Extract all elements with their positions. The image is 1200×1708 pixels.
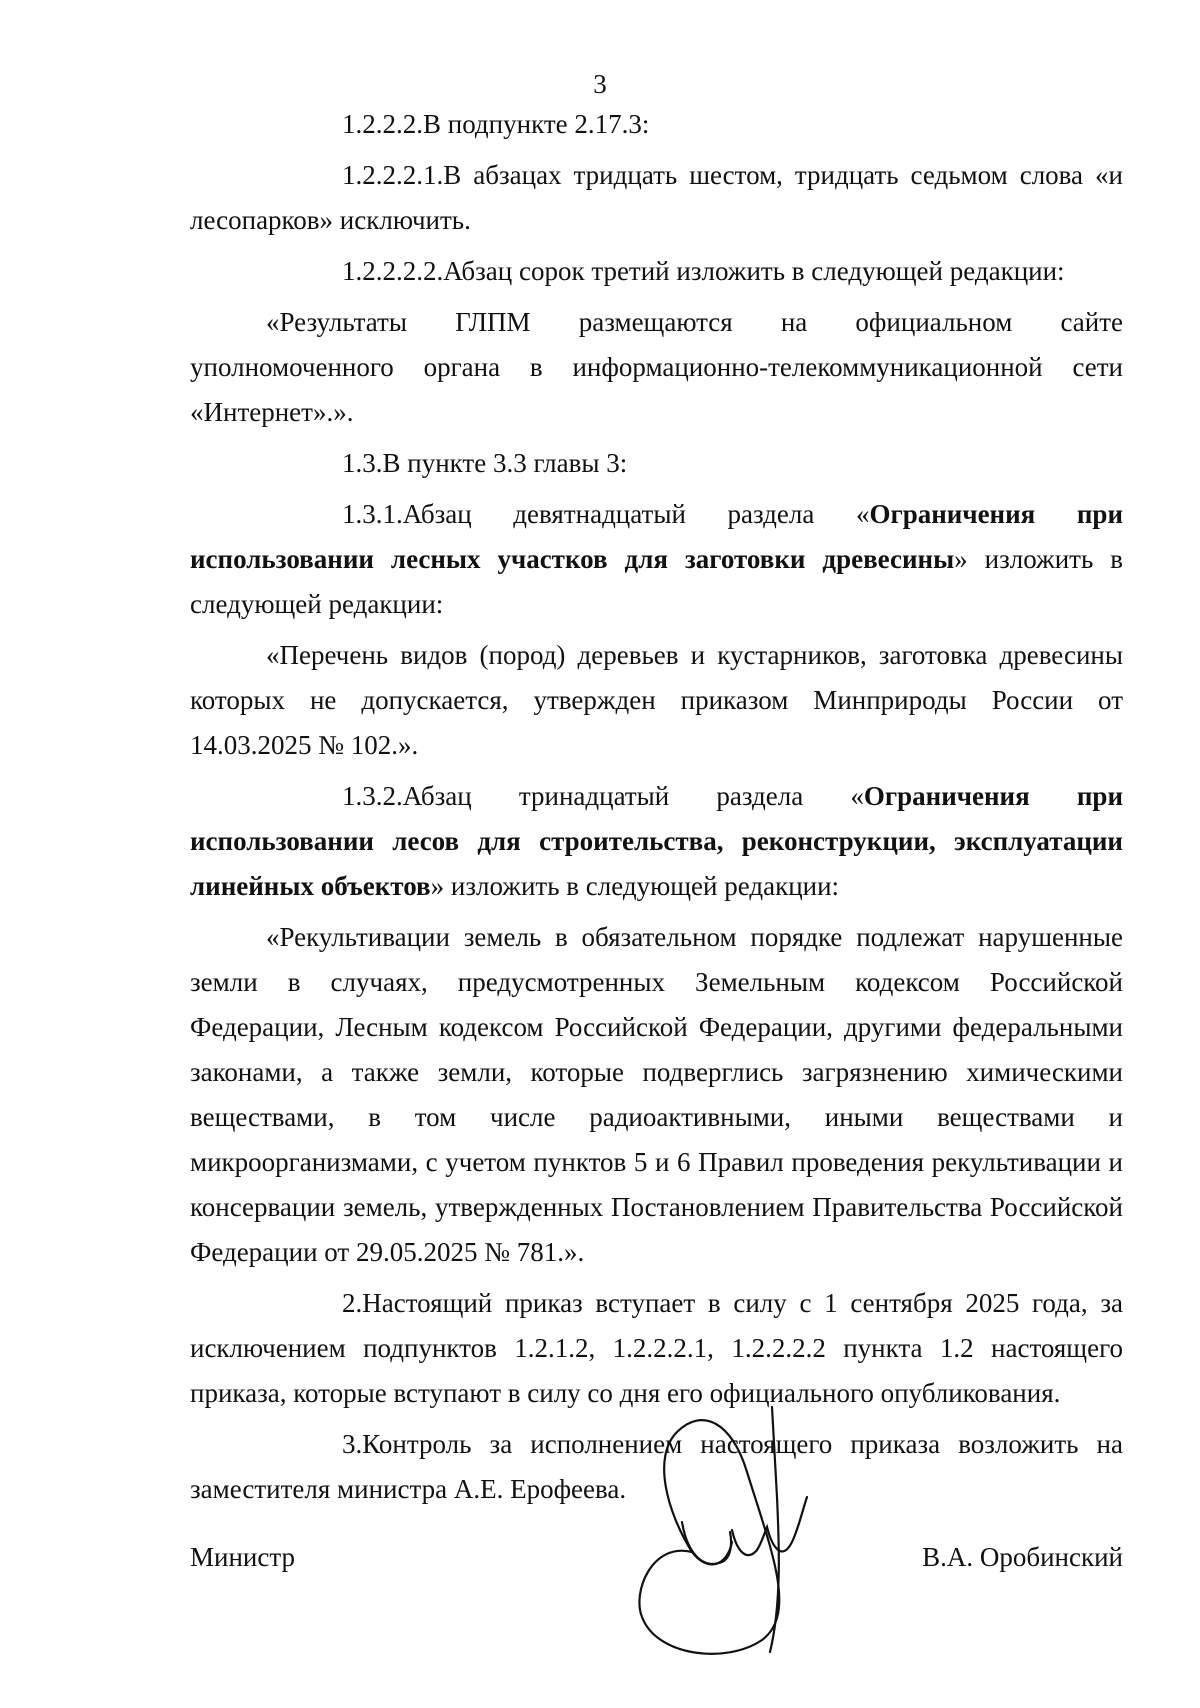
- paragraph-1-3-2: [190, 774, 1123, 909]
- paragraph-number: 1.2.2.2.2.: [342, 256, 444, 286]
- paragraph-number: 1.3.2.: [342, 781, 403, 811]
- handwritten-signature: [632, 1402, 882, 1672]
- signer-title: Министр: [190, 1542, 295, 1572]
- paragraph-number: 2.: [342, 1288, 363, 1318]
- paragraph-text-post: » изложить в следующей редакции:: [190, 544, 1123, 619]
- paragraph-1-2-2-2-2: [190, 249, 1123, 294]
- paragraph-text-pre: Абзац тринадцатый раздела «: [402, 781, 864, 811]
- paragraph-number: 1.2.2.2.1.: [342, 160, 444, 190]
- paragraph-number: 1.2.2.2.: [342, 109, 423, 139]
- paragraph-text: Абзац сорок третий изложить в следующей редакции:: [443, 256, 1065, 286]
- paragraph-number: 3.: [342, 1429, 363, 1459]
- quoted-text-recultivation: «Рекультивации земель в обязательном порядке подлежат нарушенные земли в случаях, предусмотренных Земельным кодексом Российской Федерации, Лесным кодексом Российской Федерации, другими федеральными законами, а также земли, которые подверглись загрязнению химическими веществами, в том числе радиоактивными, иными веществами и микроорганизмами, с учетом пунктов 5 и 6 Правил проведения рекультивации и консервации земель, утвержденных Постановлением Правительства Российской Федерации от 29.05.2025 № 781.».: [190, 922, 1123, 1267]
- paragraph-number: 1.3.: [342, 448, 383, 478]
- signer-name: В.А. Оробинский: [922, 1542, 1123, 1572]
- paragraph-text: Контроль за исполнением настоящего приказа возложить на заместителя министра А.Е. Ерофеева.: [190, 1429, 1123, 1504]
- paragraph-1-3: [190, 441, 1123, 486]
- section-title-bold: Ограничения при использовании лесов для строительства, реконструкции, эксплуатации линейных объектов: [190, 781, 1123, 901]
- quoted-text-species-list: «Перечень видов (пород) деревьев и кустарников, заготовка древесины которых не допускается, утвержден приказом Минприроды России от 14.03.2025 № 102.».: [190, 640, 1123, 760]
- paragraph-2: [190, 1281, 1123, 1416]
- document-body: [190, 102, 1123, 1518]
- paragraph-text: Настоящий приказ вступает в силу с 1 сентября 2025 года, за исключением подпунктов 1.2.1.2, 1.2.2.2.1, 1.2.2.2.2 пункта 1.2 настоящего приказа, которые вступают в силу со дня его официального опубликования.: [190, 1288, 1123, 1408]
- section-title-bold: Ограничения при использовании лесных участков для заготовки древесины: [190, 499, 1123, 574]
- paragraph-number: 1.3.1.: [342, 499, 403, 529]
- paragraph-text: В пункте 3.3 главы 3:: [382, 448, 628, 478]
- paragraph-1-2-2-2: [190, 102, 1123, 147]
- paragraph-text-post: » изложить в следующей редакции:: [430, 871, 840, 901]
- paragraph-text-pre: Абзац девятнадцатый раздела «: [402, 499, 870, 529]
- page-number: 3: [593, 69, 607, 99]
- paragraph-text: В подпункте 2.17.3:: [423, 109, 650, 139]
- paragraph-1-3-1: [190, 492, 1123, 627]
- paragraph-text: В абзацах тридцать шестом, тридцать седьмом слова «и лесопарков» исключить.: [190, 160, 1123, 235]
- paragraph-1-2-2-2-1: [190, 153, 1123, 243]
- quoted-text-glpm: «Результаты ГЛПМ размещаются на официальном сайте уполномоченного органа в информационно-телекоммуникационной сети «Интернет».».: [190, 307, 1123, 427]
